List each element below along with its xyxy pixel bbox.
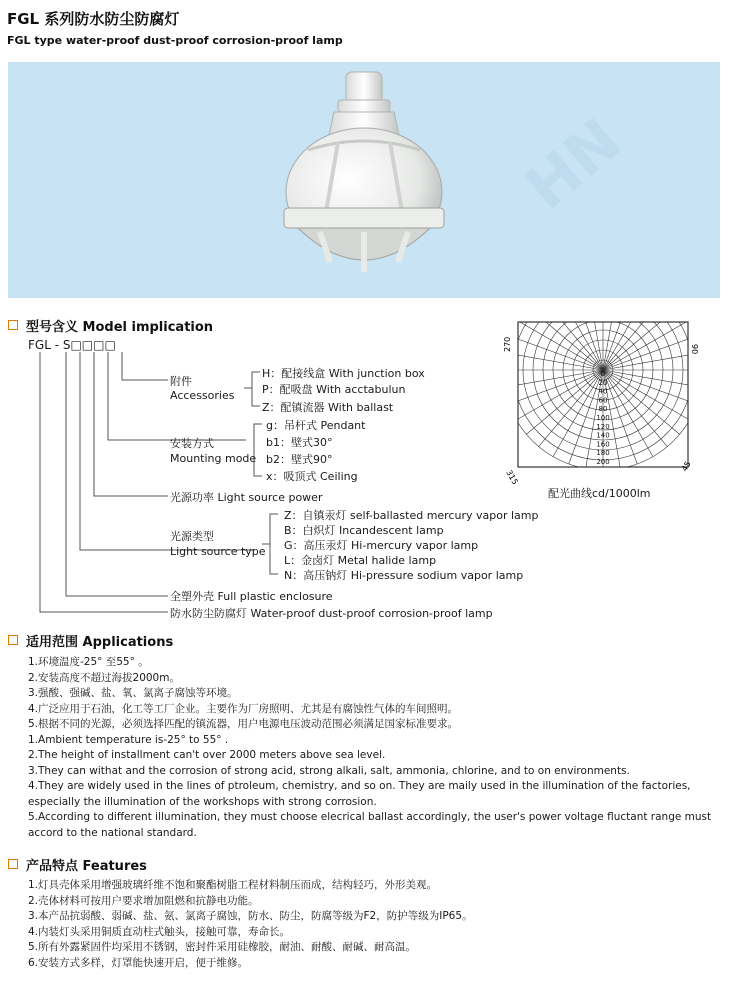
section-title: 型号含义 Model implication — [26, 320, 214, 335]
light-distribution-chart — [498, 318, 708, 498]
chart-caption: 配光曲线cd/1000lm — [548, 487, 651, 500]
radial-tick-label: 200 — [596, 458, 610, 466]
list-item: 5.根据不同的光源，必须选择匹配的镇流器，用户电源电压波动范围必须满足国家标准要求。 — [28, 718, 459, 730]
accessories-label-cn: 附件 — [170, 375, 192, 388]
radial-tick-label: 0 — [600, 370, 606, 378]
mounting-label-en: Mounting mode — [170, 452, 257, 465]
section-heading-features — [8, 855, 147, 874]
light-type-item: B：白炽灯 Incandescent lamp — [284, 524, 444, 537]
svg-text:HN: HN — [512, 105, 635, 224]
list-item: 6.安装方式多样，灯罩能快速开启，便于维修。 — [28, 956, 249, 969]
applications-list — [28, 655, 723, 841]
list-item: 1.Ambient temperature is-25° to 55° . — [28, 733, 229, 746]
light-type-item: N：高压钠灯 Hi-pressure sodium vapor lamp — [284, 569, 524, 582]
lamp-name-label: 防水防尘防腐灯 Water-proof dust-proof corrosion-proof lamp — [170, 607, 493, 620]
list-item: 2.安装高度不超过海拔2000m。 — [28, 671, 180, 684]
list-item: 3.本产品抗弱酸、弱碱、盐、氨、氯离子腐蚀，防水、防尘，防腐等级为F2，防护等级为IP65。 — [28, 910, 473, 922]
light-type-item: L：金卤灯 Metal halide lamp — [284, 554, 437, 567]
page-subtitle: FGL type water-proof dust-proof corrosion-proof lamp — [7, 34, 343, 47]
angle-label-315: 315 — [504, 468, 520, 487]
light-power-label: 光源功率 Light source power — [170, 491, 323, 504]
radial-tick-label: 160 — [596, 440, 610, 449]
accessory-item: Z：配镇流器 With ballast — [262, 401, 394, 414]
accessory-item: P：配吸盘 With acctabulun — [262, 383, 406, 396]
angle-label-45: 45 — [679, 459, 693, 473]
list-item: 3.强酸、强碱、盐、氧、氯离子腐蚀等环境。 — [28, 687, 238, 699]
mounting-item: x：吸顶式 Ceiling — [266, 470, 358, 483]
model-code: FGL - S□□□□ — [28, 338, 116, 352]
mounting-item: b1：壁式30° — [266, 436, 333, 449]
accessory-item: H：配接线盒 With junction box — [262, 367, 425, 380]
radial-tick-label: 140 — [596, 431, 610, 440]
radial-tick-label: 40 — [598, 387, 608, 396]
enclosure-label: 全塑外壳 Full plastic enclosure — [170, 590, 333, 603]
bullet-icon — [8, 859, 18, 869]
list-item: 5.所有外露紧固件均采用不锈钢，密封件采用硅橡胶，耐油、耐酸、耐碱、耐高温。 — [28, 941, 417, 953]
radial-tick-label: 180 — [596, 449, 610, 458]
light-type-label-en: Light source type — [170, 545, 266, 558]
section-title: 适用范围 Applications — [26, 635, 174, 650]
radial-tick-label: 120 — [596, 422, 610, 431]
section-heading-applications — [8, 631, 173, 650]
accessories-label-en: Accessories — [170, 389, 235, 402]
features-list — [28, 878, 723, 971]
radial-tick-label: 60 — [598, 396, 608, 405]
light-type-label-cn: 光源类型 — [170, 530, 214, 543]
list-item: 4.They are widely used in the lines of ptroleum, chemistry, and so on. They are maily used in the illumination of the factories, especially the illumination of the workshops with strong corrosion. — [28, 780, 691, 808]
list-item: 2.The height of installment can't over 2000 meters above sea level. — [28, 749, 386, 761]
section-title: 产品特点 Features — [26, 859, 147, 874]
list-item: 5.According to different illumination, they must choose elecrical ballast accordingly, the user's power voltage fluctant range must accord to the national standard. — [28, 811, 712, 839]
angle-label-90: 90 — [690, 344, 699, 355]
page-title: FGL 系列防水防尘防腐灯 — [7, 10, 180, 28]
list-item: 3.They can withat and the corrosion of strong acid, strong alkali, salt, ammonia, chlorine, and to on environments. — [28, 764, 630, 777]
light-type-item: G：高压汞灯 Hi-mercury vapor lamp — [284, 539, 479, 552]
mounting-label-cn: 安装方式 — [170, 437, 214, 450]
light-type-item: Z：自镇汞灯 self-ballasted mercury vapor lamp — [284, 509, 539, 522]
list-item: 4.广泛应用于石油，化工等工厂企业。主要作为厂房照明、尤其是有腐蚀性气体的车间照明。 — [28, 702, 459, 715]
list-item: 1.环境温度-25° 至55° 。 — [28, 656, 149, 668]
bullet-icon — [8, 635, 18, 645]
radial-tick-label: 100 — [596, 414, 610, 422]
angle-label-270: 270 — [503, 336, 512, 352]
list-item: 4.内装灯头采用铜质直动柱式触头，接触可靠，寿命长。 — [28, 925, 291, 938]
list-item: 1.灯具壳体采用增强玻璃纤维不饱和聚酯树脂工程材料制压而成，结构轻巧，外形美观。 — [28, 879, 438, 891]
mounting-item: b2：壁式90° — [266, 453, 333, 466]
mounting-item: g：吊杆式 Pendant — [266, 419, 366, 432]
radial-tick-label: 20 — [598, 378, 608, 387]
list-item: 2.壳体材料可按用户要求增加阻燃和抗静电功能。 — [28, 894, 259, 907]
radial-tick-label: 80 — [598, 405, 608, 414]
